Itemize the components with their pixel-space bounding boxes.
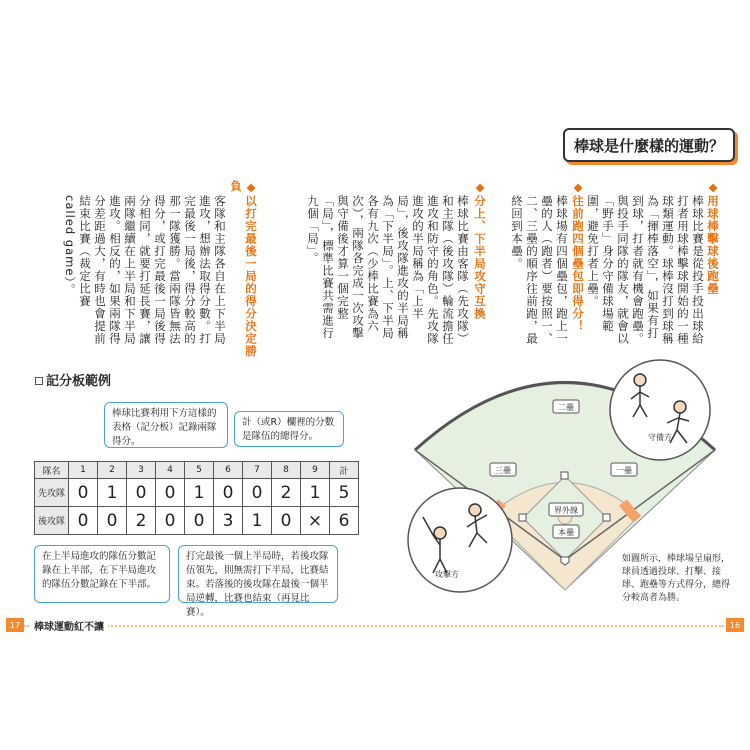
footer-divider: [24, 625, 724, 627]
score-cell: 2: [127, 507, 156, 535]
section-body-4: 客隊和主隊各自在上下半局進攻，想辦法取得分數。打完最後一局後，得分較高的那一隊獲勝。當兩隊皆無法得分，或打完最後一局後得分相同，就要打延長賽，讓兩隊繼續在上半局和下半局進攻。相反的，如果兩隊得分差距過大，有時也會提前結束比賽（裁定比賽called game）。: [63, 195, 227, 345]
score-cell: 0: [156, 479, 185, 507]
section-heading-1: ◆用球棒擊球後跑壘: [706, 180, 720, 295]
scoreboard-row-visitor: [35, 479, 359, 507]
total-cell: 5: [330, 479, 359, 507]
inning-header: 3: [127, 462, 156, 479]
scoreboard-title-text: 記分板範例: [46, 374, 112, 389]
score-cell: 0: [98, 507, 127, 535]
score-cell: 0: [243, 479, 272, 507]
scoreboard-table: [34, 461, 359, 535]
score-cell: ×: [301, 507, 330, 535]
inning-header: 1: [69, 462, 98, 479]
total-header: 計: [330, 462, 359, 479]
home-label: 本壘: [558, 528, 574, 537]
section-body-3: 棒球比賽由客隊（先攻隊）和主隊（後攻隊）輪流擔任進攻和防守的角色。先攻隊進攻的半局稱為「上半局」，後攻隊進攻的半局稱為「下半局」。上、下半局各有九次（少棒比賽為六次），兩隊各完成一次攻擊與守備後才算一個完整「局」，標準比賽共需進行九個「局」。: [306, 195, 470, 345]
score-cell: 3: [214, 507, 243, 535]
score-cell: 0: [69, 479, 98, 507]
score-cell: 0: [272, 507, 301, 535]
inning-header: 7: [243, 462, 272, 479]
second-base-label: 二壘: [558, 403, 574, 412]
book-title: 棒球運動紅不讓: [30, 618, 108, 633]
page-number-left: 17: [6, 618, 24, 632]
section-body-1: 棒球比賽是從投手投出球給打者用球棒擊球開始的一種球類運動。球棒沒打到球稱為「揮棒落空」，如果有打到球，打者就有機會跑壘。與投手同隊的隊友，就會以「野手」身分守備球場範圍，避免打者上壘。: [586, 195, 705, 345]
score-cell: 0: [69, 507, 98, 535]
third-base-bag: [519, 514, 526, 521]
score-cell: 0: [127, 479, 156, 507]
foul-line-label: 界外線: [554, 506, 578, 515]
inning-header: 8: [272, 462, 301, 479]
square-icon: [35, 377, 43, 385]
defense-label: 守備方: [648, 433, 672, 442]
scoreboard-title: [35, 370, 111, 389]
section-heading-2: ◆往前跑四個壘包即得分！: [571, 180, 585, 333]
score-cell: 0: [214, 479, 243, 507]
header-team-label: 隊名: [35, 462, 69, 479]
section-heading-3: ◆分上、下半局攻守互換: [473, 180, 487, 320]
score-cell: 1: [98, 479, 127, 507]
team-label: 後攻隊: [35, 507, 69, 535]
inning-header: 2: [98, 462, 127, 479]
defense-circle: [610, 360, 710, 460]
score-cell: 0: [185, 507, 214, 535]
inning-header: 9: [301, 462, 330, 479]
field-caption: 如圖所示，棒球場呈扇形，球員透過投球、打擊、接球、跑壘等方式得分，總得分較高者為勝。: [622, 554, 731, 603]
page-title: 棒球是什麼樣的運動？: [563, 128, 735, 162]
scoreboard-row-home: [35, 507, 359, 535]
score-cell: 2: [272, 479, 301, 507]
second-base-bag: [561, 472, 568, 479]
scoreboard-header-row: [35, 462, 359, 479]
inning-header: 4: [156, 462, 185, 479]
inning-header: 6: [214, 462, 243, 479]
team-label: 先攻隊: [35, 479, 69, 507]
total-cell: 6: [330, 507, 359, 535]
callout-walk-off: 打完最後一個上半局時，若後攻隊伍領先，則無需打下半局，比賽結束。若落後的後攻隊在最後一個半局逆轉，比賽也結束（再見比賽）。: [178, 545, 338, 603]
callout-half-innings: 在上半局進攻的隊伍分數記錄在上半部，在下半局進攻的隊伍分數記錄在下半部。: [34, 545, 170, 603]
page-number-right: 16: [726, 618, 744, 632]
score-cell: 1: [243, 507, 272, 535]
inning-header: 5: [185, 462, 214, 479]
section-heading-4: ◆以打完最後一局的得分決定勝負: [229, 180, 258, 358]
callout-scoreboard-intro: 棒球比賽利用下方這樣的表格（記分板）記錄兩隊得分。: [104, 402, 228, 448]
first-base-bag: [603, 514, 610, 521]
third-base-label: 三壘: [495, 466, 511, 475]
score-cell: 0: [156, 507, 185, 535]
first-base-label: 一壘: [616, 466, 632, 475]
offense-label: 攻擊方: [435, 570, 459, 579]
score-cell: 1: [301, 479, 330, 507]
callout-total-column: 計（或R）欄裡的分數是隊伍的總得分。: [234, 411, 344, 447]
offense-circle: [408, 488, 512, 592]
score-cell: 1: [185, 479, 214, 507]
section-body-2: 棒球場有四個壘包，跑上一壘的人（跑者）要按照一、二、三壘的順序往前跑，最終回到本壘。: [510, 195, 569, 345]
